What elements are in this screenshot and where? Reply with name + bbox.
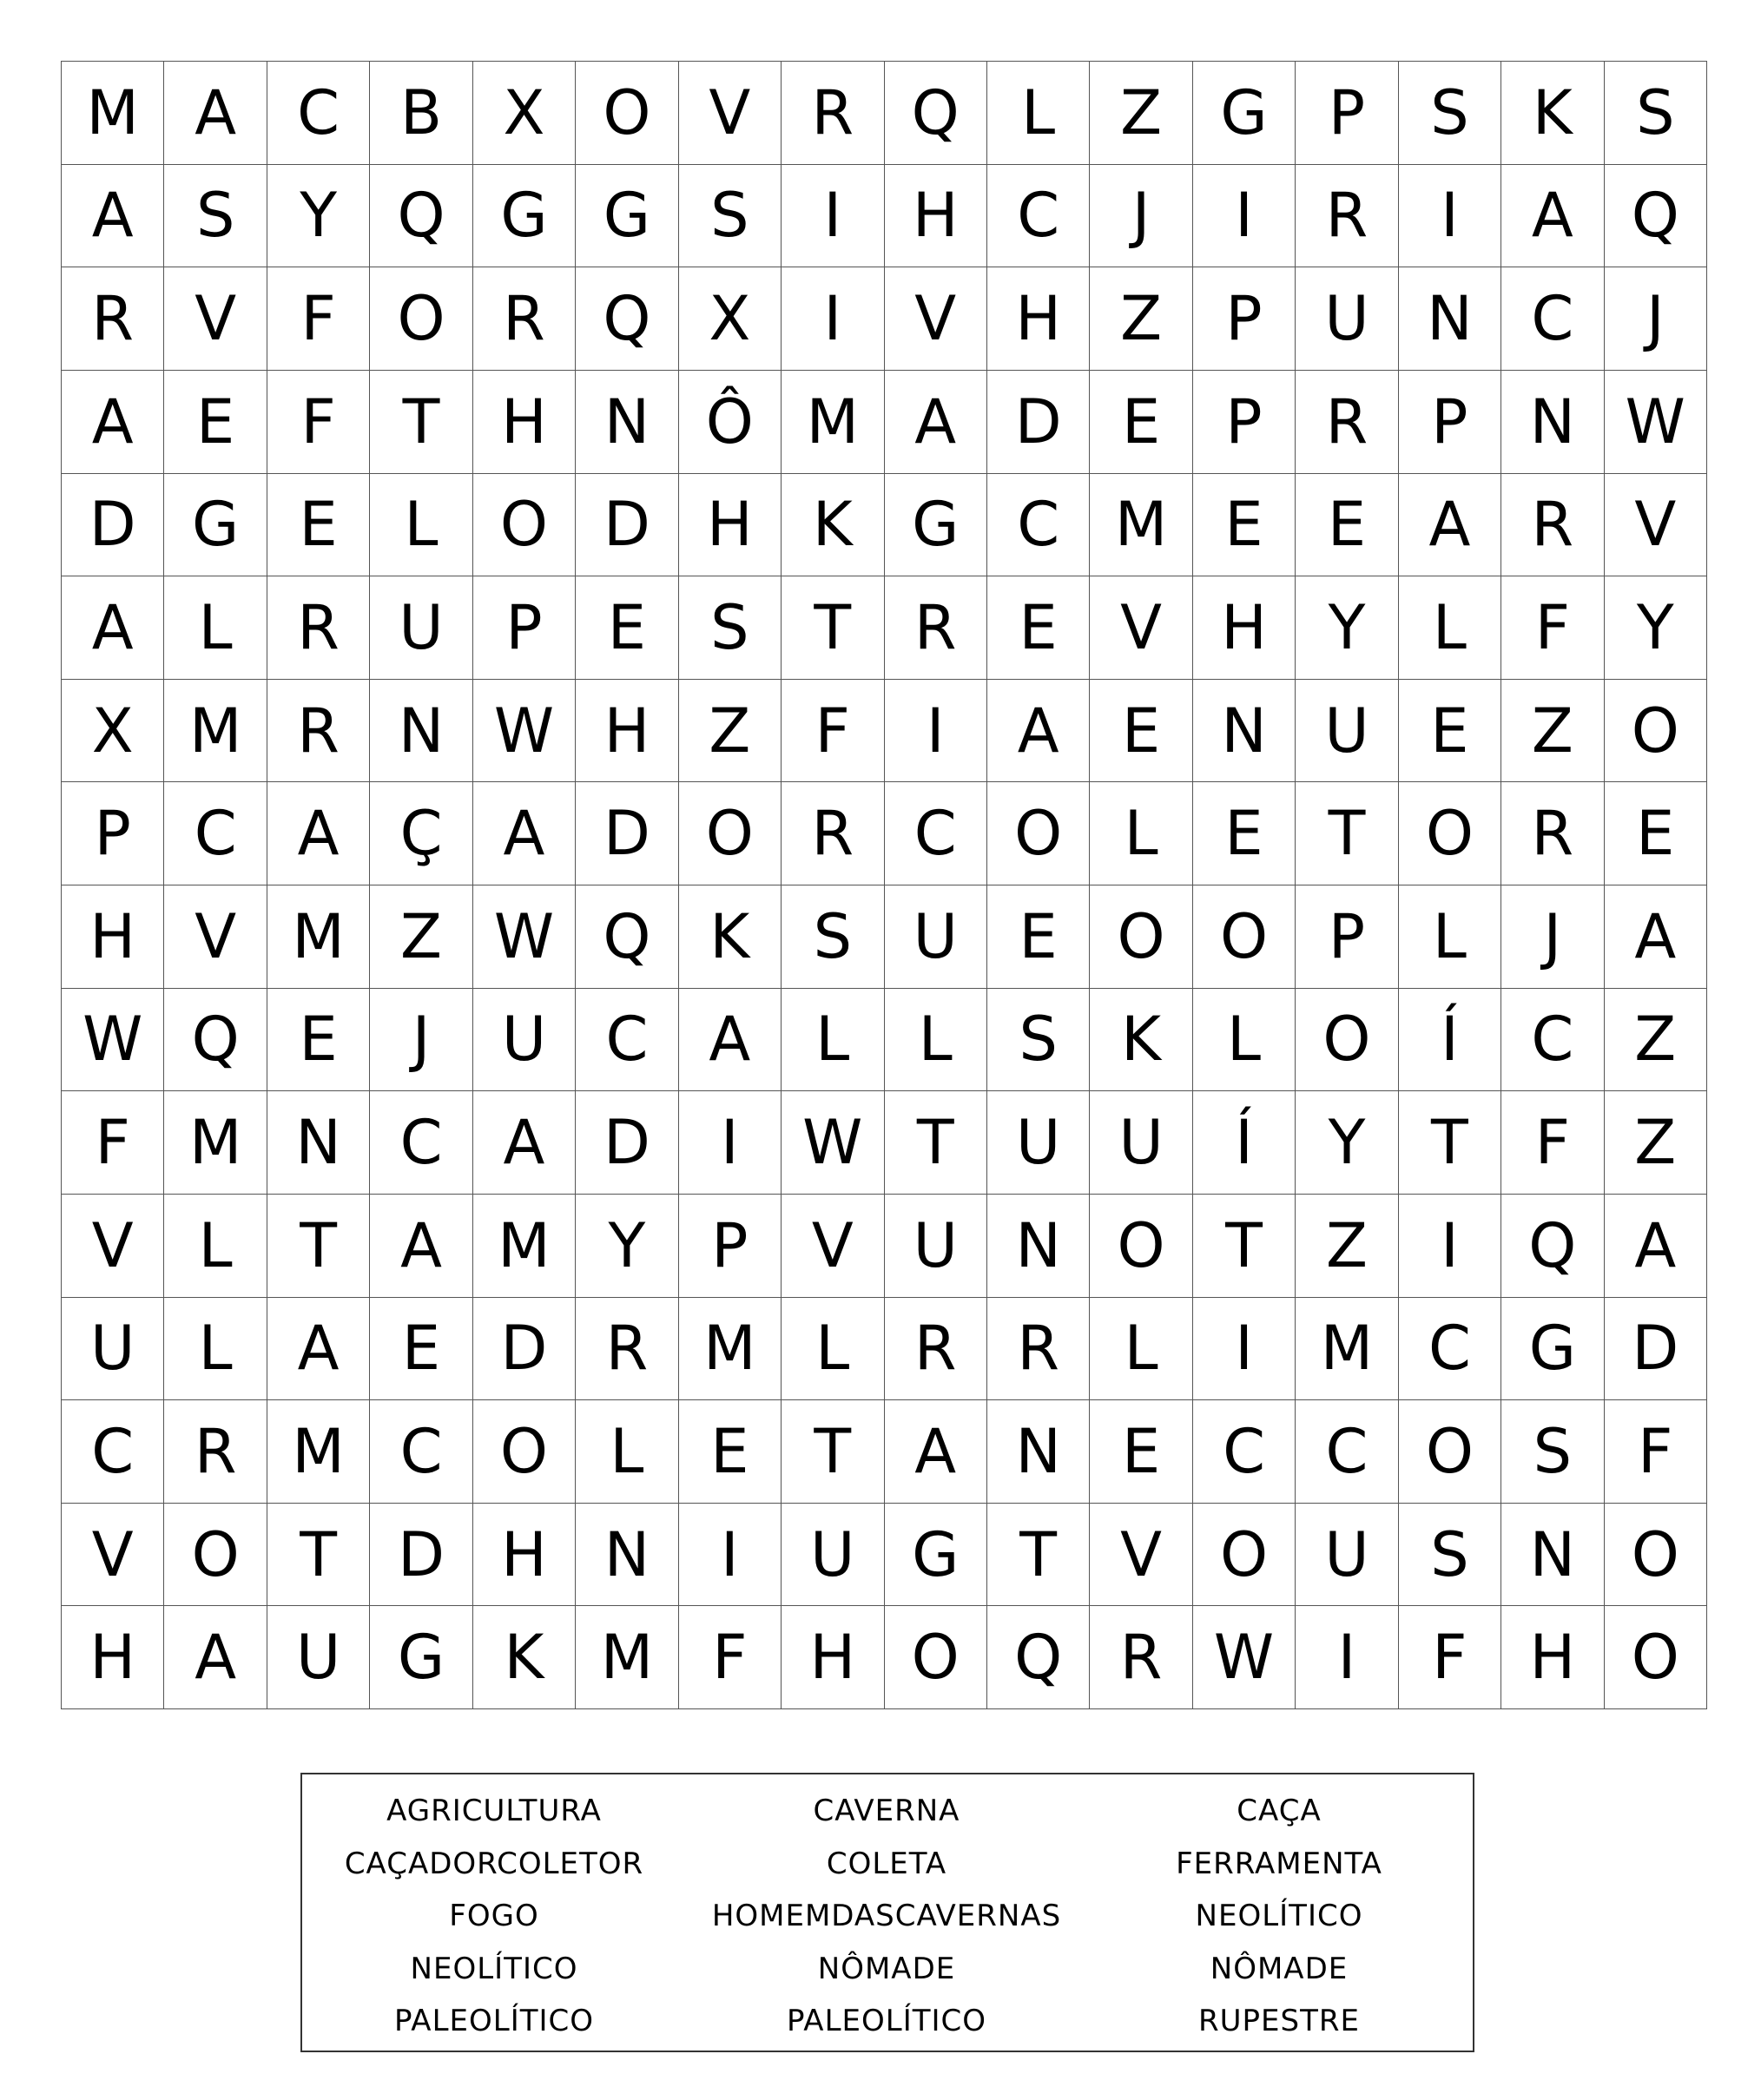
grid-cell[interactable]: N — [370, 680, 472, 783]
grid-cell[interactable]: R — [267, 680, 370, 783]
grid-cell[interactable]: D — [576, 474, 678, 577]
grid-cell[interactable]: V — [1090, 1504, 1192, 1607]
grid-cell[interactable]: C — [370, 1091, 472, 1195]
grid-cell[interactable]: R — [1296, 371, 1398, 474]
grid-cell[interactable]: E — [987, 885, 1090, 989]
grid-cell[interactable]: V — [164, 267, 267, 371]
grid-cell[interactable]: M — [62, 62, 164, 165]
grid-cell[interactable]: H — [987, 267, 1090, 371]
grid-cell[interactable]: S — [782, 885, 884, 989]
grid-cell[interactable]: M — [679, 1298, 782, 1401]
word-list-item: CAÇADORCOLETOR — [344, 1847, 644, 1881]
grid-cell[interactable]: S — [679, 165, 782, 268]
grid-cell[interactable]: M — [1296, 1298, 1398, 1401]
grid-cell[interactable]: Z — [679, 680, 782, 783]
grid-cell[interactable]: K — [473, 1606, 576, 1709]
grid-cell[interactable]: C — [987, 165, 1090, 268]
grid-cell[interactable]: O — [370, 267, 472, 371]
grid-cell[interactable]: Í — [1399, 989, 1501, 1092]
grid-cell[interactable]: Y — [267, 165, 370, 268]
grid-cell[interactable]: M — [782, 371, 884, 474]
grid-cell[interactable]: J — [1090, 165, 1192, 268]
grid-cell[interactable]: Y — [1605, 576, 1707, 680]
grid-cell[interactable]: N — [576, 371, 678, 474]
grid-cell[interactable]: N — [267, 1091, 370, 1195]
grid-cell[interactable]: V — [782, 1195, 884, 1298]
grid-cell[interactable]: R — [576, 1298, 678, 1401]
grid-cell[interactable]: A — [267, 782, 370, 885]
grid-cell[interactable]: D — [576, 1091, 678, 1195]
grid-cell[interactable]: E — [679, 1400, 782, 1504]
grid-cell[interactable]: E — [1296, 474, 1398, 577]
grid-cell[interactable]: F — [267, 267, 370, 371]
grid-cell[interactable]: S — [164, 165, 267, 268]
grid-cell[interactable]: E — [1605, 782, 1707, 885]
grid-cell[interactable]: U — [1296, 1504, 1398, 1607]
grid-cell[interactable]: L — [370, 474, 472, 577]
grid-cell[interactable]: W — [62, 989, 164, 1092]
grid-cell[interactable]: Q — [987, 1606, 1090, 1709]
grid-cell[interactable]: O — [1399, 1400, 1501, 1504]
grid-cell[interactable]: U — [987, 1091, 1090, 1195]
grid-cell[interactable]: A — [1399, 474, 1501, 577]
grid-cell[interactable]: Y — [576, 1195, 678, 1298]
grid-cell[interactable]: S — [1605, 62, 1707, 165]
grid-cell[interactable]: C — [370, 1400, 472, 1504]
grid-cell[interactable]: Z — [1090, 62, 1192, 165]
grid-cell[interactable]: N — [987, 1195, 1090, 1298]
grid-cell[interactable]: R — [885, 576, 987, 680]
grid-cell[interactable]: U — [62, 1298, 164, 1401]
grid-cell[interactable]: Q — [1605, 165, 1707, 268]
grid-cell[interactable]: L — [1399, 885, 1501, 989]
grid-cell[interactable]: G — [164, 474, 267, 577]
grid-cell[interactable]: T — [267, 1504, 370, 1607]
word-list-item: FERRAMENTA — [1176, 1847, 1382, 1881]
word-list-item: FOGO — [449, 1899, 539, 1933]
word-list-item: NEOLÍTICO — [1195, 1899, 1363, 1933]
grid-cell[interactable]: A — [62, 576, 164, 680]
grid-cell[interactable]: O — [473, 1400, 576, 1504]
word-list-item: PALEOLÍTICO — [786, 2004, 987, 2038]
grid-cell[interactable]: K — [782, 474, 884, 577]
word-list-item: NÔMADE — [1210, 1952, 1349, 1986]
grid-cell[interactable]: W — [1193, 1606, 1296, 1709]
grid-cell[interactable]: C — [1296, 1400, 1398, 1504]
grid-cell[interactable]: Z — [1605, 1091, 1707, 1195]
grid-cell[interactable]: C — [1501, 267, 1604, 371]
grid-cell[interactable]: U — [1090, 1091, 1192, 1195]
grid-cell[interactable]: M — [164, 680, 267, 783]
grid-cell[interactable]: Z — [1605, 989, 1707, 1092]
grid-cell[interactable]: L — [164, 1298, 267, 1401]
grid-cell[interactable]: P — [473, 576, 576, 680]
grid-cell[interactable]: T — [885, 1091, 987, 1195]
grid-cell[interactable]: A — [1605, 885, 1707, 989]
grid-cell[interactable]: N — [1501, 1504, 1604, 1607]
grid-cell[interactable]: H — [62, 885, 164, 989]
grid-cell[interactable]: E — [267, 989, 370, 1092]
grid-cell[interactable]: G — [885, 1504, 987, 1607]
grid-cell[interactable]: R — [987, 1298, 1090, 1401]
grid-cell[interactable]: T — [1399, 1091, 1501, 1195]
grid-cell[interactable]: Q — [370, 165, 472, 268]
grid-cell[interactable]: T — [1296, 782, 1398, 885]
grid-cell[interactable]: T — [987, 1504, 1090, 1607]
grid-cell[interactable]: L — [885, 989, 987, 1092]
grid-cell[interactable]: O — [987, 782, 1090, 885]
grid-cell[interactable]: R — [62, 267, 164, 371]
grid-cell[interactable]: I — [1193, 165, 1296, 268]
grid-cell[interactable]: L — [576, 1400, 678, 1504]
grid-cell[interactable]: C — [164, 782, 267, 885]
grid-cell[interactable]: O — [1605, 680, 1707, 783]
grid-cell[interactable]: E — [1193, 474, 1296, 577]
grid-cell[interactable]: Ç — [370, 782, 472, 885]
grid-cell[interactable]: D — [473, 1298, 576, 1401]
grid-cell[interactable]: G — [1193, 62, 1296, 165]
grid-cell[interactable]: P — [62, 782, 164, 885]
grid-cell[interactable]: E — [987, 576, 1090, 680]
grid-cell[interactable]: C — [267, 62, 370, 165]
grid-cell[interactable]: K — [679, 885, 782, 989]
grid-cell[interactable]: Q — [576, 885, 678, 989]
grid-cell[interactable]: M — [473, 1195, 576, 1298]
grid-cell[interactable]: C — [62, 1400, 164, 1504]
grid-cell[interactable]: C — [1399, 1298, 1501, 1401]
grid-cell[interactable]: I — [885, 680, 987, 783]
grid-cell[interactable]: H — [1193, 576, 1296, 680]
grid-cell[interactable]: L — [987, 62, 1090, 165]
grid-cell[interactable]: H — [473, 371, 576, 474]
word-list-item: AGRICULTURA — [386, 1794, 602, 1828]
grid-cell[interactable]: E — [1090, 371, 1192, 474]
grid-cell[interactable]: L — [1090, 1298, 1192, 1401]
grid-cell[interactable]: C — [576, 989, 678, 1092]
grid-cell[interactable]: S — [679, 576, 782, 680]
word-list-item: HOMEMDASCAVERNAS — [711, 1899, 1062, 1933]
grid-cell[interactable]: O — [1605, 1606, 1707, 1709]
grid-cell[interactable]: O — [885, 1606, 987, 1709]
grid-cell[interactable]: R — [164, 1400, 267, 1504]
grid-cell[interactable]: V — [62, 1195, 164, 1298]
grid-cell[interactable]: F — [62, 1091, 164, 1195]
grid-cell[interactable]: U — [1296, 680, 1398, 783]
grid-cell[interactable]: H — [885, 165, 987, 268]
grid-cell[interactable]: R — [1090, 1606, 1192, 1709]
grid-cell[interactable]: V — [679, 62, 782, 165]
grid-cell[interactable]: W — [473, 680, 576, 783]
grid-cell[interactable]: E — [1090, 680, 1192, 783]
grid-cell[interactable]: O — [164, 1504, 267, 1607]
grid-cell[interactable]: U — [473, 989, 576, 1092]
grid-cell[interactable]: G — [370, 1606, 472, 1709]
grid-cell[interactable]: U — [782, 1504, 884, 1607]
grid-cell[interactable]: I — [1296, 1606, 1398, 1709]
grid-cell[interactable]: L — [1193, 989, 1296, 1092]
grid-cell[interactable]: G — [1501, 1298, 1604, 1401]
grid-cell[interactable]: P — [1193, 267, 1296, 371]
grid-cell[interactable]: S — [987, 989, 1090, 1092]
grid-cell[interactable]: G — [885, 474, 987, 577]
grid-cell[interactable]: A — [987, 680, 1090, 783]
grid-cell[interactable]: R — [1296, 165, 1398, 268]
grid-cell[interactable]: Z — [1501, 680, 1604, 783]
grid-cell[interactable]: H — [473, 1504, 576, 1607]
grid-cell[interactable]: S — [1501, 1400, 1604, 1504]
grid-cell[interactable]: Ô — [679, 371, 782, 474]
grid-cell[interactable]: A — [473, 1091, 576, 1195]
grid-cell[interactable]: I — [679, 1091, 782, 1195]
grid-cell[interactable]: U — [267, 1606, 370, 1709]
grid-cell[interactable]: H — [782, 1606, 884, 1709]
grid-cell[interactable]: M — [576, 1606, 678, 1709]
grid-cell[interactable]: I — [782, 267, 884, 371]
grid-cell[interactable]: O — [1193, 885, 1296, 989]
grid-cell[interactable]: T — [370, 371, 472, 474]
grid-cell[interactable]: C — [885, 782, 987, 885]
grid-cell[interactable]: P — [1193, 371, 1296, 474]
grid-cell[interactable]: A — [885, 371, 987, 474]
grid-cell[interactable]: P — [679, 1195, 782, 1298]
grid-cell[interactable]: O — [473, 474, 576, 577]
grid-cell[interactable]: F — [267, 371, 370, 474]
grid-cell[interactable]: E — [164, 371, 267, 474]
grid-cell[interactable]: C — [987, 474, 1090, 577]
grid-cell[interactable]: E — [1193, 782, 1296, 885]
grid-cell[interactable]: A — [1605, 1195, 1707, 1298]
grid-cell[interactable]: F — [1605, 1400, 1707, 1504]
grid-cell[interactable]: X — [679, 267, 782, 371]
grid-cell[interactable]: F — [1501, 576, 1604, 680]
grid-cell[interactable]: H — [576, 680, 678, 783]
grid-cell[interactable]: Q — [885, 62, 987, 165]
grid-cell[interactable]: O — [1090, 885, 1192, 989]
grid-cell[interactable]: M — [1090, 474, 1192, 577]
grid-cell[interactable]: O — [1296, 989, 1398, 1092]
grid-cell[interactable]: X — [62, 680, 164, 783]
grid-cell[interactable]: T — [782, 1400, 884, 1504]
grid-cell[interactable]: A — [679, 989, 782, 1092]
grid-cell[interactable]: Z — [370, 885, 472, 989]
grid-cell[interactable]: U — [885, 1195, 987, 1298]
word-list-item: CAVERNA — [813, 1794, 960, 1828]
grid-cell[interactable]: J — [1501, 885, 1604, 989]
grid-cell[interactable]: A — [473, 782, 576, 885]
grid-cell[interactable]: W — [1605, 371, 1707, 474]
grid-cell[interactable]: M — [164, 1091, 267, 1195]
grid-cell[interactable]: Í — [1193, 1091, 1296, 1195]
grid-cell[interactable]: I — [679, 1504, 782, 1607]
grid-cell[interactable]: O — [576, 62, 678, 165]
word-list-item: CAÇA — [1237, 1794, 1322, 1828]
grid-cell[interactable]: E — [1399, 680, 1501, 783]
grid-cell[interactable]: R — [782, 782, 884, 885]
grid-cell[interactable]: A — [1501, 165, 1604, 268]
grid-cell[interactable]: L — [782, 989, 884, 1092]
grid-cell[interactable]: V — [164, 885, 267, 989]
grid-cell[interactable]: K — [1090, 989, 1192, 1092]
grid-cell[interactable]: V — [1090, 576, 1192, 680]
grid-cell[interactable]: A — [164, 1606, 267, 1709]
grid-cell[interactable]: Z — [1296, 1195, 1398, 1298]
grid-cell[interactable]: X — [473, 62, 576, 165]
grid-cell[interactable]: R — [473, 267, 576, 371]
grid-cell[interactable]: O — [1193, 1504, 1296, 1607]
grid-cell[interactable]: Z — [1090, 267, 1192, 371]
grid-cell[interactable]: U — [885, 885, 987, 989]
grid-cell[interactable]: N — [1399, 267, 1501, 371]
word-list-item: COLETA — [826, 1847, 947, 1881]
grid-cell[interactable]: V — [1605, 474, 1707, 577]
grid-cell[interactable]: P — [1296, 885, 1398, 989]
word-list-item: PALEOLÍTICO — [393, 2004, 595, 2038]
grid-cell[interactable]: P — [1296, 62, 1398, 165]
grid-cell[interactable]: A — [62, 165, 164, 268]
grid-cell[interactable]: W — [473, 885, 576, 989]
grid-cell[interactable]: E — [1090, 1400, 1192, 1504]
grid-cell[interactable]: A — [267, 1298, 370, 1401]
grid-cell[interactable]: F — [1399, 1606, 1501, 1709]
grid-cell[interactable]: N — [1501, 371, 1604, 474]
grid-cell[interactable]: T — [782, 576, 884, 680]
grid-cell[interactable]: R — [782, 62, 884, 165]
grid-cell[interactable]: N — [987, 1400, 1090, 1504]
grid-cell[interactable]: Q — [1501, 1195, 1604, 1298]
grid-cell[interactable]: B — [370, 62, 472, 165]
grid-cell[interactable]: F — [782, 680, 884, 783]
grid-cell[interactable]: J — [370, 989, 472, 1092]
grid-cell[interactable]: M — [267, 1400, 370, 1504]
grid-cell[interactable]: U — [1296, 267, 1398, 371]
grid-cell[interactable]: O — [1090, 1195, 1192, 1298]
grid-cell[interactable]: W — [782, 1091, 884, 1195]
grid-cell[interactable]: P — [1399, 371, 1501, 474]
grid-cell[interactable]: C — [1193, 1400, 1296, 1504]
grid-cell[interactable]: A — [370, 1195, 472, 1298]
word-list-item: NÔMADE — [817, 1952, 956, 1986]
grid-cell[interactable]: H — [1501, 1606, 1604, 1709]
grid-cell[interactable]: E — [267, 474, 370, 577]
letter-grid — [61, 61, 1707, 1709]
grid-cell[interactable]: R — [885, 1298, 987, 1401]
grid-cell[interactable]: R — [1501, 474, 1604, 577]
grid-cell[interactable]: D — [576, 782, 678, 885]
grid-cell[interactable]: O — [679, 782, 782, 885]
grid-cell[interactable]: A — [885, 1400, 987, 1504]
grid-cell[interactable]: L — [164, 576, 267, 680]
grid-cell[interactable]: M — [267, 885, 370, 989]
grid-cell[interactable]: N — [1193, 680, 1296, 783]
grid-cell[interactable]: Y — [1296, 1091, 1398, 1195]
grid-cell[interactable]: A — [164, 62, 267, 165]
grid-cell[interactable]: U — [370, 576, 472, 680]
word-list-item: NEOLÍTICO — [410, 1952, 578, 1986]
grid-cell[interactable]: F — [1501, 1091, 1604, 1195]
grid-cell[interactable]: C — [1501, 989, 1604, 1092]
grid-cell[interactable]: I — [1399, 165, 1501, 268]
grid-cell[interactable]: T — [1193, 1195, 1296, 1298]
grid-cell[interactable]: V — [885, 267, 987, 371]
grid-cell[interactable]: A — [62, 371, 164, 474]
grid-cell[interactable]: Q — [164, 989, 267, 1092]
grid-cell[interactable]: J — [1605, 267, 1707, 371]
grid-cell[interactable]: L — [164, 1195, 267, 1298]
grid-cell[interactable]: N — [576, 1504, 678, 1607]
grid-cell[interactable]: L — [1090, 782, 1192, 885]
grid-cell[interactable]: T — [267, 1195, 370, 1298]
grid-cell[interactable]: O — [1605, 1504, 1707, 1607]
grid-cell[interactable]: G — [473, 165, 576, 268]
grid-cell[interactable]: I — [1193, 1298, 1296, 1401]
grid-cell[interactable]: S — [1399, 62, 1501, 165]
grid-cell[interactable]: R — [267, 576, 370, 680]
grid-cell[interactable]: O — [1399, 782, 1501, 885]
grid-cell[interactable]: D — [987, 371, 1090, 474]
grid-cell[interactable]: K — [1501, 62, 1604, 165]
grid-cell[interactable]: D — [1605, 1298, 1707, 1401]
grid-cell[interactable]: D — [370, 1504, 472, 1607]
grid-cell[interactable]: F — [679, 1606, 782, 1709]
grid-cell[interactable]: H — [679, 474, 782, 577]
grid-cell[interactable]: Y — [1296, 576, 1398, 680]
grid-cell[interactable]: E — [576, 576, 678, 680]
grid-cell[interactable]: Q — [576, 267, 678, 371]
grid-cell[interactable]: E — [370, 1298, 472, 1401]
word-list-item: RUPESTRE — [1198, 2004, 1360, 2038]
word-list — [300, 1773, 1474, 2052]
grid-cell[interactable]: I — [1399, 1195, 1501, 1298]
grid-cell[interactable]: R — [1501, 782, 1604, 885]
grid-cell[interactable]: G — [576, 165, 678, 268]
grid-cell[interactable]: L — [782, 1298, 884, 1401]
grid-cell[interactable]: S — [1399, 1504, 1501, 1607]
grid-cell[interactable]: D — [62, 474, 164, 577]
grid-cell[interactable]: V — [62, 1504, 164, 1607]
grid-cell[interactable]: L — [1399, 576, 1501, 680]
grid-cell[interactable]: I — [782, 165, 884, 268]
grid-cell[interactable]: H — [62, 1606, 164, 1709]
